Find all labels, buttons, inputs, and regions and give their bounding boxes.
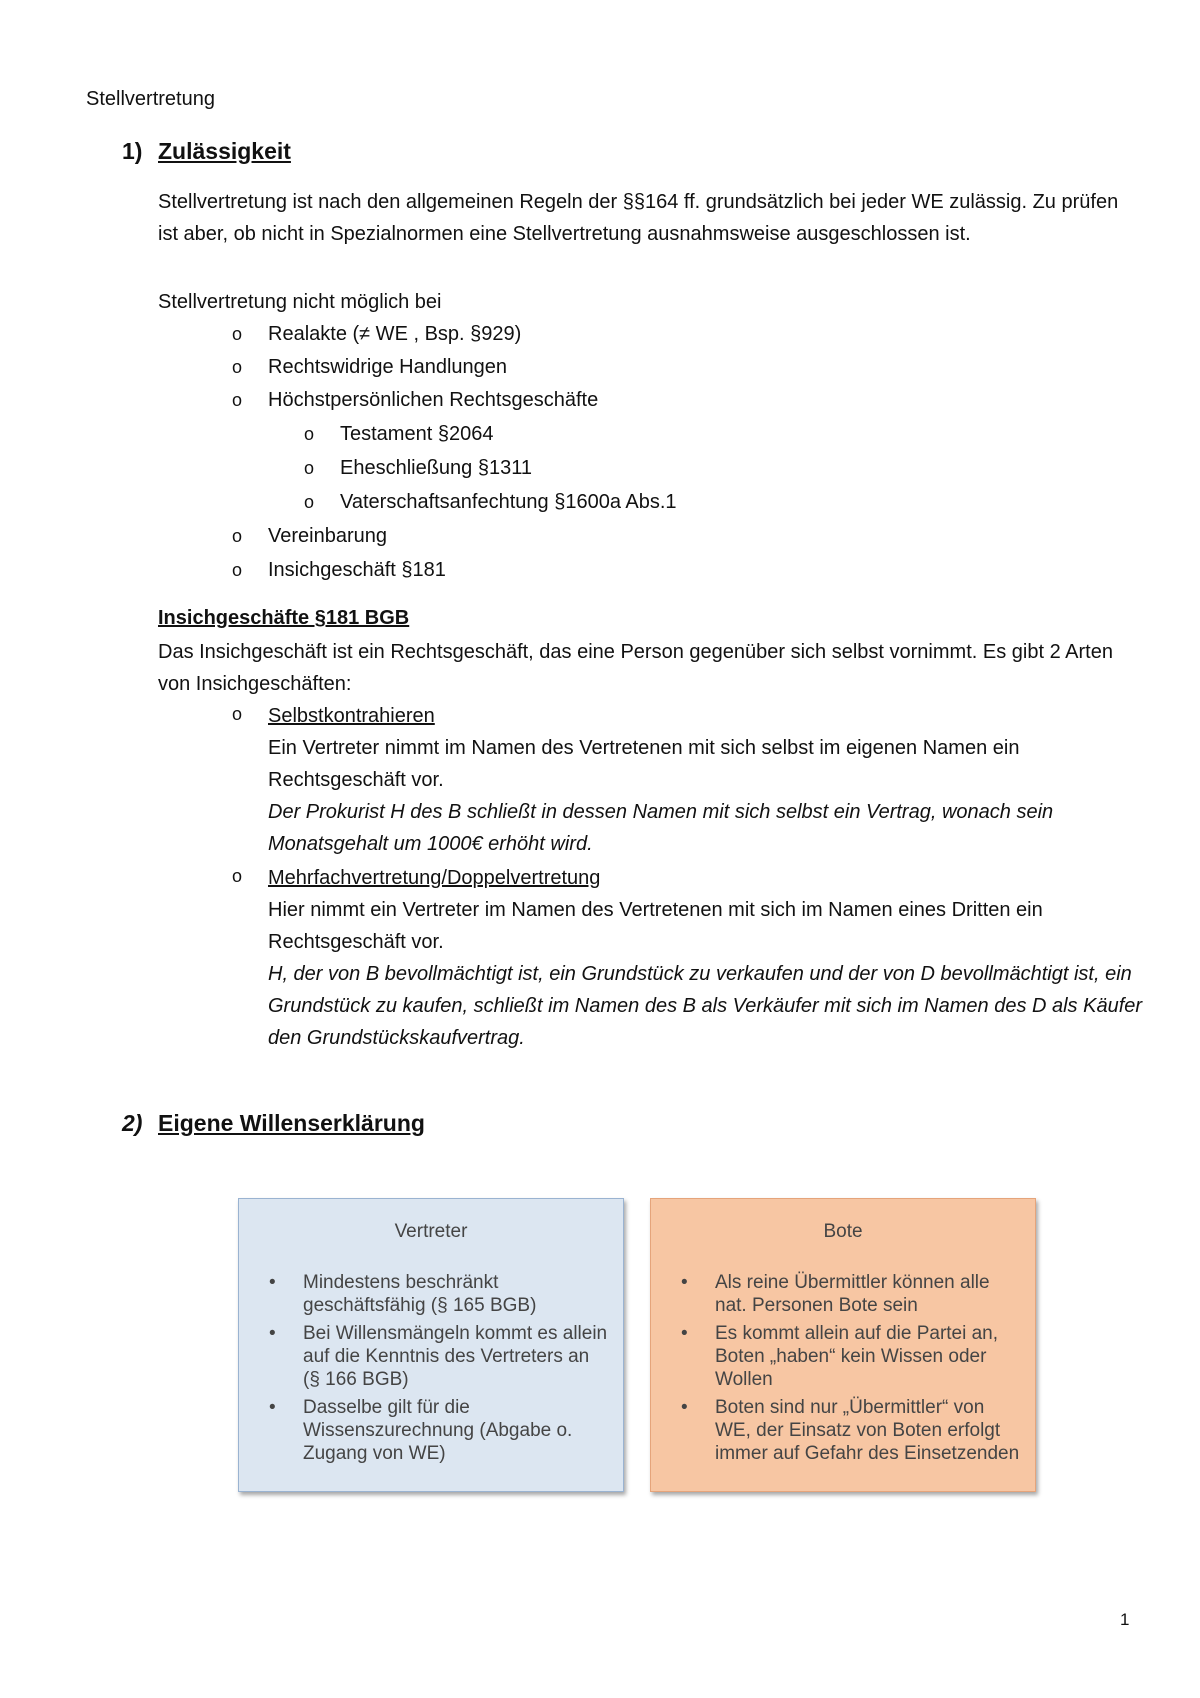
bullet-marker: o (232, 526, 243, 546)
list-item-text: Höchstpersönlichen Rechtsgeschäfte (268, 389, 599, 411)
selbstkontrahieren-block (268, 700, 1148, 860)
list-item (681, 1396, 1021, 1465)
list-item-text: Dasselbe gilt für die Wissenszurechnung (Abgabe o. Zugang von WE) (303, 1397, 573, 1464)
list-item-text: Als reine Übermittler können alle nat. Personen Bote sein (715, 1272, 990, 1316)
bullet-marker: o (304, 424, 315, 444)
section-1-title: Zulässigkeit (158, 138, 291, 164)
bullet-marker: o (232, 560, 243, 580)
vertreter-list (269, 1271, 609, 1470)
bullet-dot: • (681, 1397, 688, 1418)
mehrfachvertretung-block (268, 862, 1148, 1054)
bullet-dot: • (269, 1397, 276, 1418)
mehrfachvertretung-text: Hier nimmt ein Vertreter im Namen des Vertretenen mit sich im Namen eines Dritten ein Rechtsgeschäft vor. (268, 899, 1043, 953)
bullet-marker: o (232, 357, 243, 377)
mehrfachvertretung-example: H, der von B bevollmächtigt ist, ein Grundstück zu verkaufen und der von D bevollmächtigt ist, ein Grundstück zu kaufen, schließt im Namen des B als Verkäufer mit sich im Namen des D als Käufer den Grundstückskaufvertrag. (268, 963, 1143, 1049)
section-2-heading (122, 1110, 425, 1137)
bullet-marker: o (232, 390, 243, 410)
bote-box-title: Bote (823, 1221, 863, 1242)
list-item-text: Testament §2064 (340, 423, 494, 445)
page-number: 1 (1120, 1610, 1130, 1629)
list-item (681, 1322, 1021, 1391)
bullet-dot: • (269, 1323, 276, 1344)
list-item (269, 1396, 609, 1465)
list-item-text: Rechtswidrige Handlungen (268, 356, 508, 378)
list-item-text: Vereinbarung (268, 525, 387, 547)
list-item-text: Mindestens beschränkt geschäftsfähig (§ 165 BGB) (303, 1272, 537, 1316)
list-item-text: Bei Willensmängeln kommt es allein auf die Kenntnis des Vertreters an (§ 166 BGB) (303, 1323, 608, 1390)
bote-box (650, 1198, 1036, 1492)
document-title: Stellvertretung (86, 88, 215, 110)
section-1-intro: Stellvertretung ist nach den allgemeinen Regeln der §§164 ff. grundsätzlich bei jeder WE zulässig. Zu prüfen ist aber, ob nicht in Spezialnormen eine Stellvertretung ausnahmsweise ausgeschlossen ist. (158, 191, 1119, 245)
bullet-marker: o (232, 866, 243, 886)
mehrfachvertretung-label: Mehrfachvertretung/Doppelvertretung (268, 867, 601, 889)
not-possible-label: Stellvertretung nicht möglich bei (158, 291, 442, 313)
section-1-number: 1) (122, 138, 143, 164)
list-item-text: Boten sind nur „Übermittler“ von WE, der Einsatz von Boten erfolgt immer auf Gefahr des Einsetzenden (715, 1397, 1020, 1464)
vertreter-box (238, 1198, 624, 1492)
bullet-marker: o (232, 324, 243, 344)
section-1-heading (122, 138, 291, 165)
bote-list (681, 1271, 1021, 1470)
selbstkontrahieren-label: Selbstkontrahieren (268, 705, 435, 727)
selbstkontrahieren-example: Der Prokurist H des B schließt in dessen Namen mit sich selbst ein Vertrag, wonach sein Monatsgehalt um 1000€ erhöht wird. (268, 801, 1054, 855)
list-item-text: Realakte (≠ WE , Bsp. §929) (268, 323, 522, 345)
list-item (269, 1271, 609, 1317)
selbstkontrahieren-text: Ein Vertreter nimmt im Namen des Vertretenen mit sich selbst im eigenen Namen ein Rechtsgeschäft vor. (268, 737, 1020, 791)
list-item (269, 1322, 609, 1391)
list-item-text: Es kommt allein auf die Partei an, Boten „haben“ kein Wissen oder Wollen (715, 1323, 999, 1390)
bullet-dot: • (681, 1323, 688, 1344)
section-2-title: Eigene Willenserklärung (158, 1110, 425, 1136)
bullet-dot: • (681, 1272, 688, 1293)
bullet-marker: o (304, 492, 315, 512)
list-item (681, 1271, 1021, 1317)
insich-text: Das Insichgeschäft ist ein Rechtsgeschäft, das eine Person gegenüber sich selbst vornimmt. Es gibt 2 Arten von Insichgeschäften: (158, 641, 1113, 695)
list-item-text: Vaterschaftsanfechtung §1600a Abs.1 (340, 491, 677, 513)
list-item-text: Insichgeschäft §181 (268, 559, 446, 581)
insich-heading: Insichgeschäfte §181 BGB (158, 607, 410, 629)
section-2-number: 2) (122, 1110, 143, 1136)
vertreter-box-title: Vertreter (394, 1221, 468, 1242)
bullet-dot: • (269, 1272, 276, 1293)
bullet-marker: o (304, 458, 315, 478)
list-item-text: Eheschließung §1311 (340, 457, 532, 479)
bullet-marker: o (232, 704, 243, 724)
